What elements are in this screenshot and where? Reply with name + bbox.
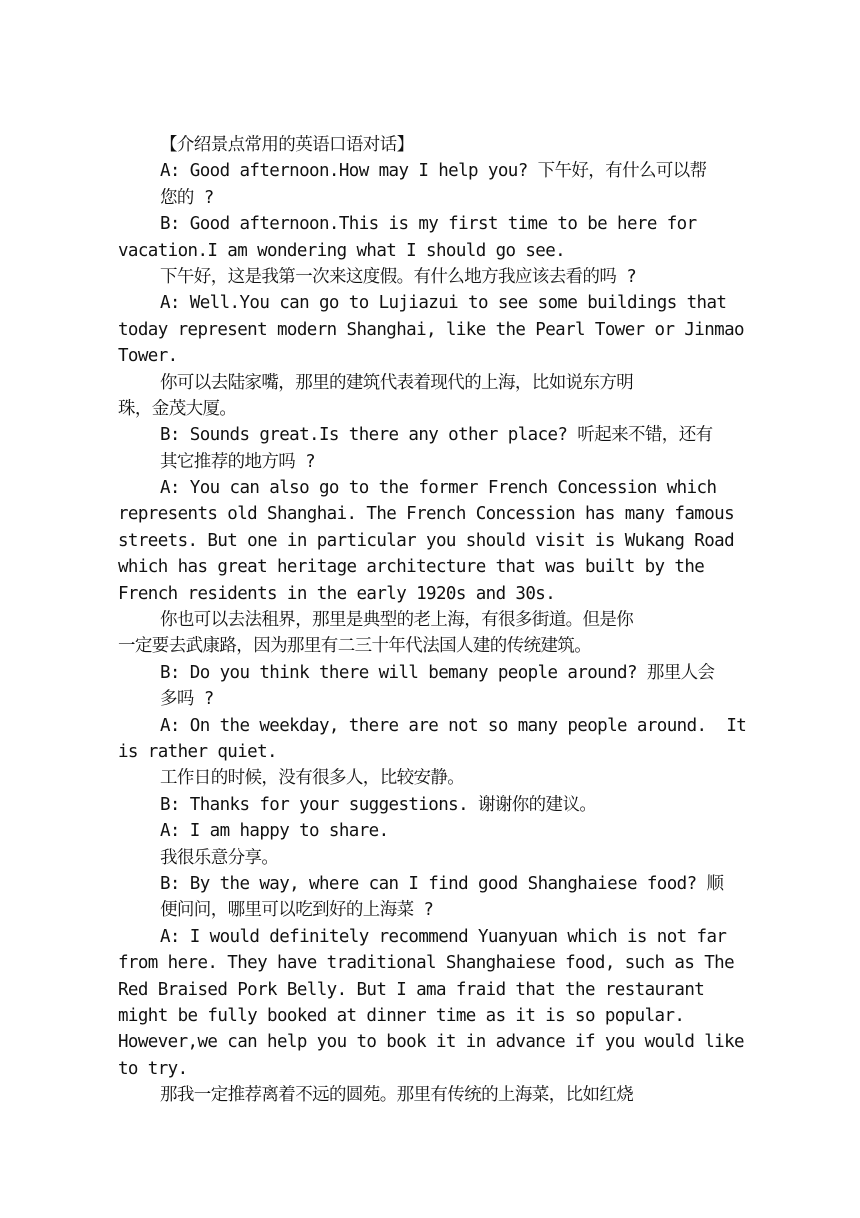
text-line: B: By the way, where can I find good Shanghaiese food? 顺 (160, 873, 724, 894)
text-line: 你可以去陆家嘴，那里的建筑代表着现代的上海，比如说东方明 (160, 372, 634, 393)
text-line: 工作日的时候，没有很多人，比较安静。 (160, 768, 465, 789)
text-line: vacation.I am wondering what I should go see. (118, 240, 566, 261)
text-line: 下午好，这是我第一次来这度假。有什么地方我应该去看的吗 ? (160, 266, 637, 287)
text-line: A: I would definitely recommend Yuanyuan which is not far (160, 926, 727, 947)
text-line: 多吗 ? (160, 689, 214, 710)
text-line: today represent modern Shanghai, like the Pearl Tower or Jinmao (118, 319, 744, 340)
text-line: 你也可以去法租界，那里是典型的老上海，有很多街道。但是你 (160, 610, 634, 631)
text-line: Red Braised Pork Belly. But I ama fraid that the restaurant (118, 979, 705, 1000)
text-line: might be fully booked at dinner time as it is so popular. (118, 1005, 685, 1026)
text-line: 一定要去武康路，因为那里有二三十年代法国人建的传统建筑。 (118, 636, 592, 657)
text-line: represents old Shanghai. The French Concession has many famous (118, 504, 735, 525)
text-line: to try. (118, 1058, 188, 1079)
text-line: from here. They have traditional Shanghaiese food, such as The (118, 953, 735, 974)
text-line: A: You can also go to the former French Concession which (160, 478, 717, 499)
text-line: 便问问，哪里可以吃到好的上海菜 ? (160, 900, 434, 921)
text-line: 我很乐意分享。 (160, 847, 279, 868)
text-line: A: Good afternoon.How may I help you? 下午好，有什么可以帮 (160, 161, 707, 182)
text-line: is rather quiet. (118, 741, 277, 762)
text-line: which has great heritage architecture that was built by the (118, 557, 705, 578)
text-line: 您的 ? (160, 187, 214, 208)
text-line: B: Do you think there will bemany people around? 那里人会 (160, 662, 715, 683)
text-line: However,we can help you to book it in advance if you would like (118, 1032, 744, 1053)
text-line: French residents in the early 1920s and 30s. (118, 583, 556, 604)
text-line: Tower. (118, 346, 178, 367)
text-line: B: Thanks for your suggestions. 谢谢你的建议。 (160, 794, 597, 815)
text-line: B: Sounds great.Is there any other place? 听起来不错，还有 (160, 425, 713, 446)
text-line: A: I am happy to share. (160, 821, 389, 842)
text-line: A: On the weekday, there are not so many people around. It (160, 715, 747, 736)
text-line: A: Well.You can go to Lujiazui to see some buildings that (160, 293, 727, 314)
text-line: 【介绍景点常用的英语口语对话】 (160, 135, 414, 155)
document-body (118, 132, 748, 1108)
text-line: 珠，金茂大厦。 (118, 398, 237, 419)
text-line: B: Good afternoon.This is my first time to be here for (160, 214, 697, 235)
text-line: 那我一定推荐离着不远的圆苑。那里有传统的上海菜，比如红烧 (160, 1085, 634, 1106)
text-line: 其它推荐的地方吗 ? (160, 451, 316, 472)
text-line: streets. But one in particular you should visit is Wukang Road (118, 530, 735, 551)
